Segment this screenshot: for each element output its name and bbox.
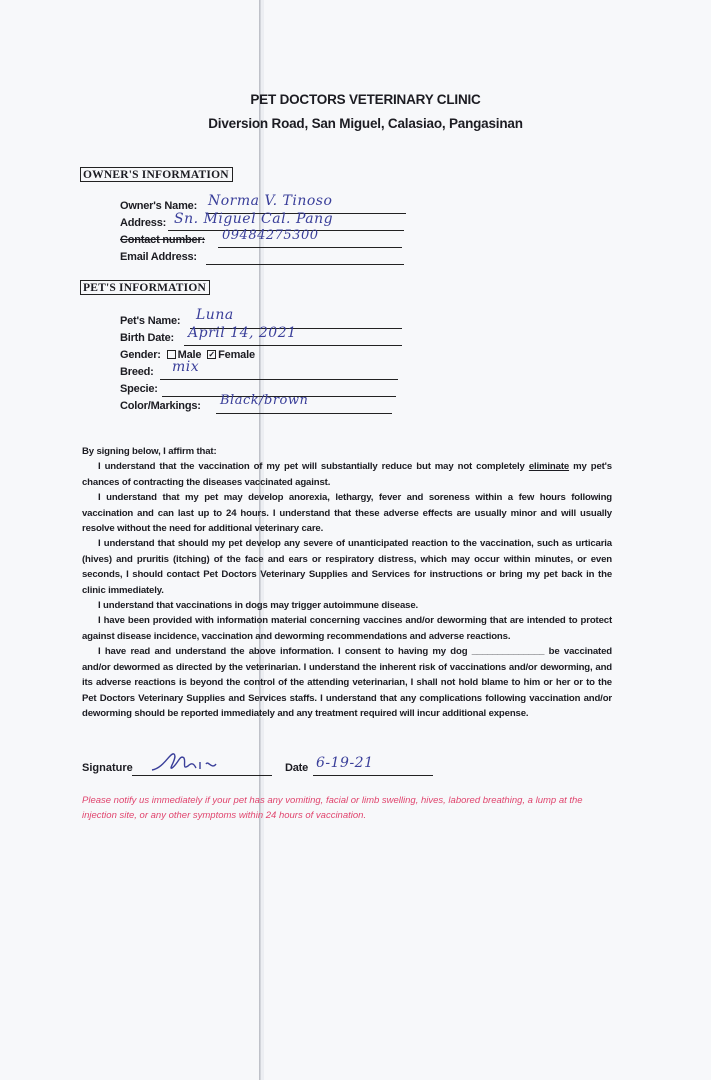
owner-contact-value: 09484275300: [222, 228, 319, 243]
breed-label: Breed:: [120, 366, 154, 378]
owner-address-row: [120, 217, 166, 233]
birth-date-label: Birth Date:: [120, 332, 175, 344]
consent-paragraph-2: I understand that my pet may develop anorexia, lethargy, fever and soreness within a few hours following vaccination and can last up to 24 hours. I understand that these adverse effects are usually minor and will usually resolve without the need for additional veterinary care.: [82, 492, 612, 535]
owner-email-label: Email Address:: [120, 251, 197, 263]
pet-name-value: Luna: [196, 307, 234, 323]
pet-name-row: [120, 315, 180, 331]
vaccination-notice: Please notify us immediately if your pet has any vomiting, facial or limb swelling, hives, labored breathing, a lump at the injection site, or any other symptoms within 24 hours of vaccination.: [82, 795, 583, 821]
owner-contact-row: [120, 234, 205, 250]
gender-male-label: Male: [177, 349, 202, 361]
consent-paragraph-3: I understand that should my pet develop any severe of unanticipated reaction to the vaccination, such as urticaria (hives) and pruritis (itching) of the face and ears or respiratory distress, which may occur within minutes, or even seconds, I should contact Pet Doctors Veterinary Supplies and Services for instructions or bring my pet back in the clinic immediately.: [82, 538, 612, 596]
consent-paragraph-6: I have read and understand the above information. I consent to having my dog ______________ be vaccinated and/or dewormed as directed by the veterinarian. I understand the inherent risk of vaccinations and/or deworming, and its adverse reactions is beyond the control of the attending veterinarian, I shall not hold blame to him or her or to the Pet Doctors Veterinary Supplies and Services staffs. I understand that any complications following vaccination and/or deworming should be reported immediately and any treatment required will incur additional expense.: [82, 646, 612, 719]
consent-paragraph-1: [82, 459, 612, 490]
owner-name-value: Norma V. Tinoso: [208, 193, 333, 209]
consent-paragraph-5: I have been provided with information material concerning vaccines and/or deworming that are intended to protect against disease incidence, vaccination and deworming recommendations and adverse reactions.: [82, 615, 612, 642]
birth-date-value: April 14, 2021: [188, 325, 297, 341]
clinic-name: PET DOCTORS VETERINARY CLINIC: [250, 92, 481, 107]
clinic-address: Diversion Road, San Miguel, Calasiao, Pangasinan: [208, 116, 523, 131]
owner-email-row: [120, 251, 197, 267]
signature-row: [82, 762, 133, 774]
date-value: 6-19-21: [316, 755, 374, 771]
owner-name-label: Owner's Name:: [120, 200, 198, 212]
handwritten-signature: [150, 748, 220, 776]
specie-row: [120, 383, 158, 399]
gender-female-checkbox[interactable]: ✓: [208, 350, 215, 360]
consent-p1-underlined: eliminate: [528, 461, 570, 473]
specie-label: Specie:: [120, 383, 158, 395]
gender-label: Gender:: [120, 349, 161, 361]
consent-paragraph-4: I understand that vaccinations in dogs may trigger autoimmune disease.: [98, 600, 419, 612]
consent-p1-text-end: my pet's chances of contracting the diseases vaccinated against.: [82, 461, 612, 488]
color-value: Black/brown: [220, 393, 309, 408]
color-label: Color/Markings:: [120, 400, 201, 412]
pet-section-title: PET'S INFORMATION: [80, 280, 210, 295]
date-label: Date: [285, 762, 309, 774]
breed-value: mix: [172, 359, 200, 375]
owner-section-title: OWNER'S INFORMATION: [80, 167, 233, 182]
owner-address-label: Address:: [120, 217, 167, 229]
signature-label: Signature: [82, 762, 133, 774]
color-row: [120, 400, 201, 416]
gender-female-label: Female: [218, 349, 255, 361]
gender-male-checkbox[interactable]: [167, 350, 176, 359]
owner-address-value: Sn. Miguel Cal. Pang: [174, 211, 334, 227]
birth-date-row: [120, 332, 174, 348]
consent-p1-text: I understand that the vaccination of my pet will substantially reduce but may not completely: [98, 461, 529, 473]
consent-intro: By signing below, I affirm that:: [82, 446, 217, 457]
breed-row: [120, 366, 154, 382]
consent-text: [82, 444, 612, 721]
owner-contact-label: Contact number:: [120, 234, 206, 246]
pet-name-label: Pet's Name:: [120, 315, 181, 327]
owner-email-line[interactable]: [206, 249, 404, 265]
date-row: [285, 762, 308, 778]
